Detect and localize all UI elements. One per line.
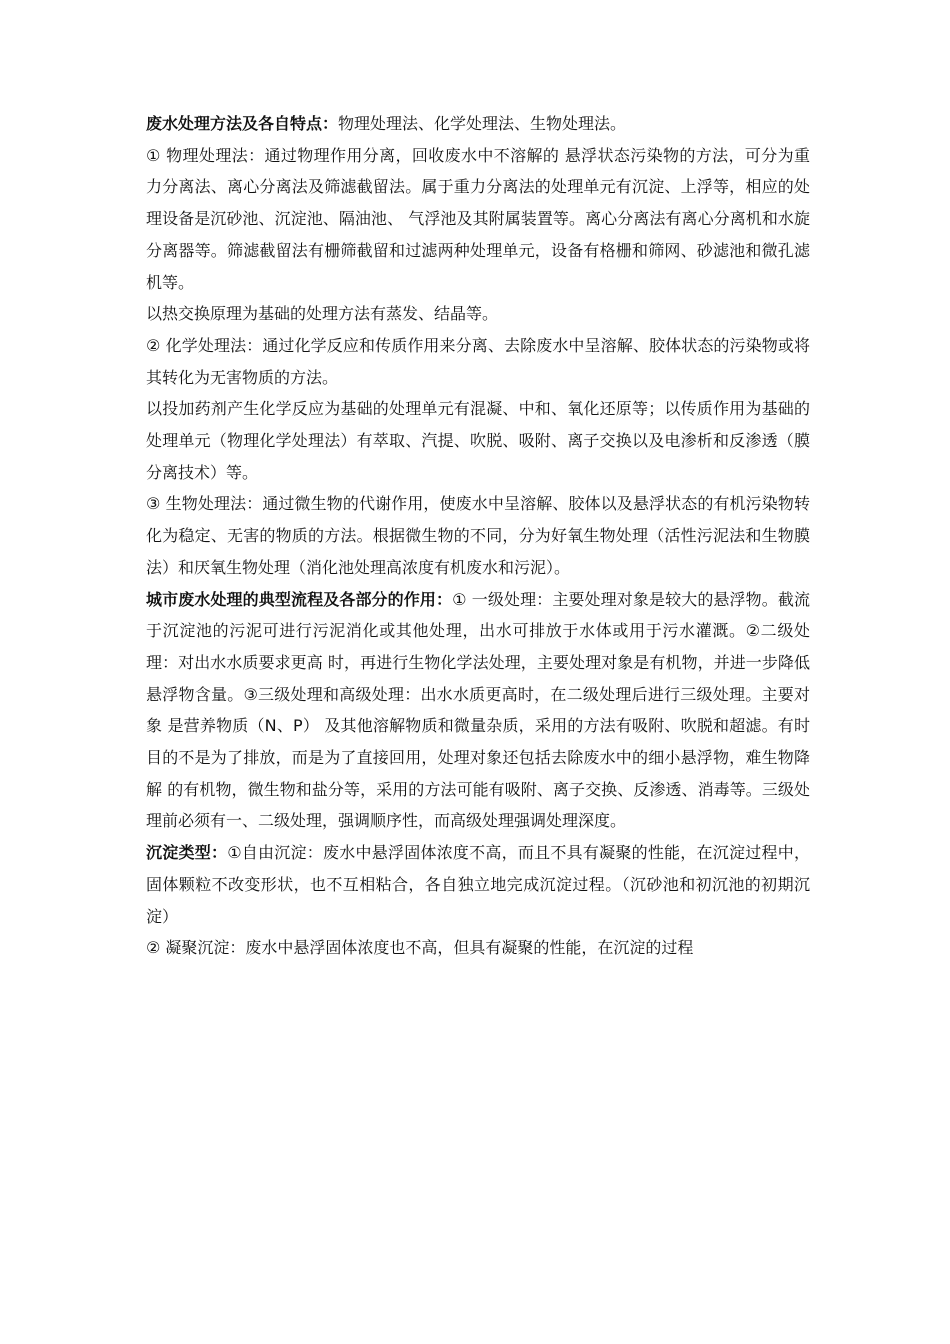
- paragraph-physical-treatment: [146, 140, 810, 299]
- paragraph-sedimentation-types: [146, 837, 810, 932]
- paragraph-text: 以投加药剂产生化学反应为基础的处理单元有混凝、中和、氧化还原等；以传质作用为基础的处理单元（物理化学处理法）有萃取、汽提、吹脱、吸附、离子交换以及电渗析和反渗透（膜分离技术）等。: [146, 399, 810, 482]
- paragraph-flocculent-sedimentation: [146, 932, 810, 964]
- heading-urban-wastewater-flow: 城市废水处理的典型流程及各部分的作用：: [146, 589, 453, 609]
- paragraph-text: 以热交换原理为基础的处理方法有蒸发、结晶等。: [146, 304, 499, 324]
- paragraph-heat-exchange: [146, 298, 810, 330]
- heading-treatment-methods: 废水处理方法及各自特点：: [146, 114, 339, 133]
- paragraph-text: ② 凝聚沉淀：废水中悬浮固体浓度也不高，但具有凝聚的性能，在沉淀的过程: [146, 938, 694, 958]
- paragraph-methods-overview: [146, 108, 810, 140]
- paragraph-text: ③ 生物处理法：通过微生物的代谢作用，使废水中呈溶解、胶体以及悬浮状态的有机污染物转化为稳定、无害的物质的方法。根据微生物的不同，分为好氧生物处理（活性污泥法和生物膜法）和厌氧生物处理（消化池处理高浓度有机废水和污泥）。: [146, 494, 810, 577]
- paragraph-text: ① 一级处理：主要处理对象是较大的悬浮物。截流于沉淀池的污泥可进行污泥消化或其他处理，出水可排放于水体或用于污水灌溉。②二级处理：对出水水质要求更高 时，再进行生物化学法处理，主要处理对象是有机物，并进一步降低悬浮物含量。③三级处理和高级处理：出水水质更高时，在二级处理后进行三级处理。主要对象 是营养物质（N、P） 及其他溶解物质和微量杂质，采用的方法有吸附、吹脱和超滤。有时目的不是为了排放，而是为了直接回用，处理对象还包括去除废水中的细小悬浮物，难生物降解 的有机物，微生物和盐分等，采用的方法可能有吸附、离子交换、反渗透、消毒等。三级处理前必须有一、二级处理，强调顺序性，而高级处理强调处理深度。: [146, 589, 810, 831]
- paragraph-biological-treatment: [146, 488, 810, 583]
- paragraph-text: 物理处理法、化学处理法、生物处理法。: [338, 114, 627, 133]
- paragraph-chemical-units: [146, 393, 810, 488]
- paragraph-text: ①自由沉淀：废水中悬浮固体浓度不高，而且不具有凝聚的性能，在沉淀过程中，固体颗粒不改变形状，也不互相粘合，各自独立地完成沉淀过程。（沉砂池和初沉池的初期沉淀）: [146, 843, 810, 926]
- heading-sedimentation-types: 沉淀类型：: [146, 843, 228, 863]
- paragraph-text: ① 物理处理法：通过物理作用分离，回收废水中不溶解的 悬浮状态污染物的方法，可分为重力分离法、离心分离法及筛滤截留法。属于重力分离法的处理单元有沉淀、上浮等，相应的处理设备是沉砂池、沉淀池、隔油池、 气浮池及其附属装置等。离心分离法有离心分离机和水旋分离器等。筛滤截留法有栅筛截留和过滤两种处理单元，设备有格栅和筛网、砂滤池和微孔滤机等。: [146, 145, 810, 292]
- paragraph-urban-wastewater-flow: [146, 584, 810, 838]
- document-page: [146, 108, 810, 964]
- paragraph-chemical-treatment: [146, 330, 810, 393]
- paragraph-text: ② 化学处理法：通过化学反应和传质作用来分离、去除废水中呈溶解、胶体状态的污染物或将其转化为无害物质的方法。: [146, 335, 810, 387]
